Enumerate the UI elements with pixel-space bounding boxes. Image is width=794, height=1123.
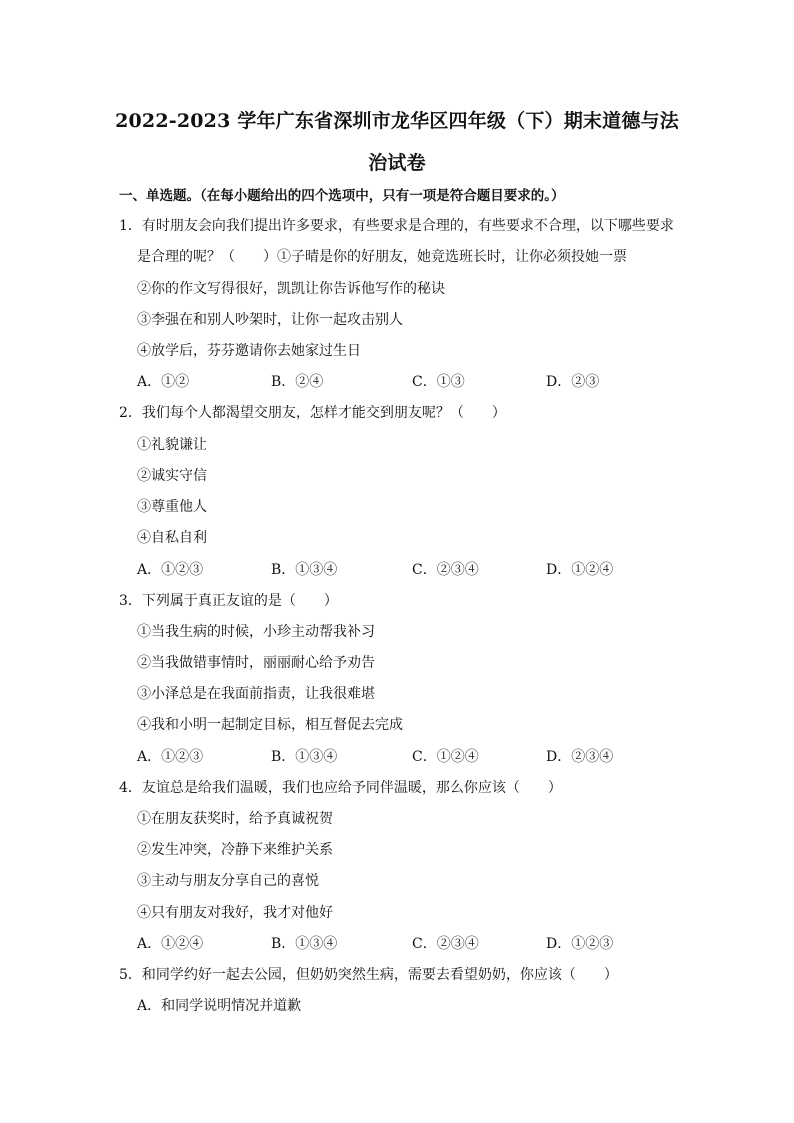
question-4-stem: 4．友谊总是给我们温暖，我们也应给予同伴温暖，那么你应该（ ） (119, 780, 562, 796)
question-1-option-a: A．①② (137, 374, 190, 390)
question-5-option-a: A．和同学说明情况并道歉 (137, 998, 302, 1014)
question-4-option-a: A．①②④ (137, 936, 204, 952)
question-1-item-3: ③李强在和别人吵架时，让你一起攻击别人 (137, 312, 403, 328)
question-1-option-c: C．①③ (412, 374, 465, 390)
question-1-stem: 1．有时朋友会向我们提出许多要求，有些要求是合理的，有些要求不合理，以下哪些要求 (119, 218, 674, 234)
question-4-option-d: D．①②③ (546, 936, 614, 952)
question-4-option-c: C．②③④ (412, 936, 479, 952)
question-3-stem: 3．下列属于真正友谊的是（ ） (119, 593, 338, 609)
question-3-item-2: ②当我做错事情时，丽丽耐心给予劝告 (137, 655, 375, 671)
section-heading: 一、单选题。（在每小题给出的四个选项中，只有一项是符合题目要求的。） (119, 188, 565, 204)
question-2-item-2: ②诚实守信 (137, 468, 207, 484)
question-3-option-d: D．②③④ (546, 749, 614, 765)
question-2-option-b: B．①③④ (271, 562, 338, 578)
question-4-item-4: ④只有朋友对我好，我才对他好 (137, 905, 333, 921)
question-2-item-3: ③尊重他人 (137, 499, 207, 515)
question-3-item-3: ③小泽总是在我面前指责，让我很难堪 (137, 686, 375, 702)
question-3-option-a: A．①②③ (137, 749, 204, 765)
question-1-option-b: B．②④ (271, 374, 324, 390)
question-2-option-a: A．①②③ (137, 562, 204, 578)
question-2-stem: 2．我们每个人都渴望交朋友，怎样才能交到朋友呢？（ ） (119, 405, 506, 421)
question-2-option-d: D．①②④ (546, 562, 614, 578)
question-1-item-4: ④放学后，芬芬邀请你去她家过生日 (137, 343, 361, 359)
question-1-item-2: ②你的作文写得很好，凯凯让你告诉他写作的秘诀 (137, 281, 445, 297)
question-3-item-1: ①当我生病的时候，小珍主动帮我补习 (137, 624, 375, 640)
question-2-option-c: C．②③④ (412, 562, 479, 578)
page-title: 2022-2023 学年广东省深圳市龙华区四年级（下）期末道德与法 (115, 110, 679, 132)
question-4-item-1: ①在朋友获奖时，给予真诚祝贺 (137, 811, 333, 827)
page-title-continued: 治试卷 (368, 152, 426, 174)
question-1-option-d: D．②③ (546, 374, 600, 390)
question-1-stem-continued: 是合理的呢？（ ）①子晴是你的好朋友，她竞选班长时，让你必须投她一票 (137, 249, 627, 265)
question-3-option-c: C．①②④ (412, 749, 479, 765)
question-4-item-3: ③主动与朋友分享自己的喜悦 (137, 873, 319, 889)
question-3-item-4: ④我和小明一起制定目标，相互督促去完成 (137, 717, 403, 733)
question-4-option-b: B．①③④ (271, 936, 338, 952)
question-5-stem: 5．和同学约好一起去公园，但奶奶突然生病，需要去看望奶奶，你应该（ ） (119, 967, 618, 983)
question-3-option-b: B．①③④ (271, 749, 338, 765)
question-4-item-2: ②发生冲突，冷静下来维护关系 (137, 842, 333, 858)
question-2-item-4: ④自私自利 (137, 530, 207, 546)
question-2-item-1: ①礼貌谦让 (137, 437, 207, 453)
